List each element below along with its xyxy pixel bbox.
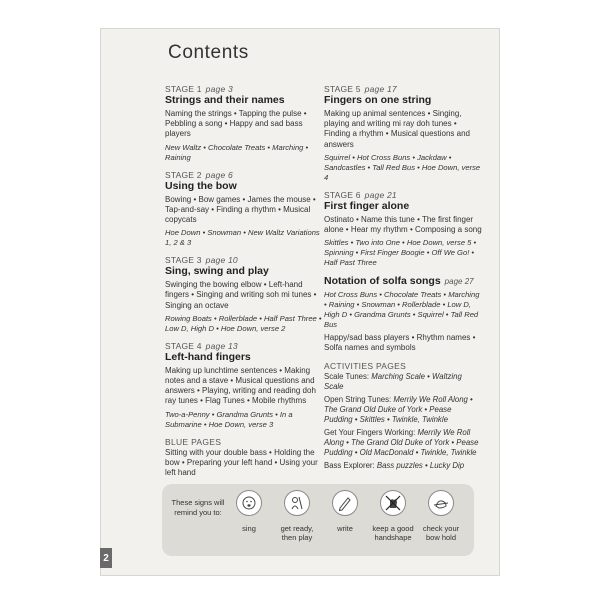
activity-item [324,461,482,471]
section-heading: Fingers on one string [324,94,432,106]
stage-label: STAGE 4 [165,340,202,351]
bow-hold-icon [428,490,454,516]
blue-pages-label: BLUE PAGES [165,436,222,447]
legend-sign-sing [226,490,272,533]
section-tunes: Squirrel • Hot Cross Buns • Jackdaw • Sandcastles • Tall Red Bus • Hoe Down, verse 4 [324,152,481,182]
stage-6-section [324,190,482,268]
signs-legend [162,484,474,556]
legend-sign-label: get ready, then play [280,524,314,542]
legend-sign-get-ready [274,490,320,542]
stage-5-section [324,84,482,183]
activity-tunes: Merrily We Roll Along • The Grand Old Duke of York • Pease Pudding • Skittles • Twinkle, Twinkle [324,394,473,424]
section-tunes: New Waltz • Chocolate Treats • Marching • Raining [165,142,309,162]
stage-page: page 21 [364,189,397,200]
stage-page: page 3 [205,84,233,94]
legend-sign-label: check your bow hold [422,524,460,542]
legend-intro: These signs will remind you to: [171,498,225,517]
activities-pages-label: ACTIVITIES PAGES [324,360,407,371]
activity-prefix: Open String Tunes: [324,394,394,404]
singing-face-icon [236,490,262,516]
legend-sign-bow-hold [418,490,464,542]
stage-4-section [165,341,325,430]
section-heading: Left-hand fingers [165,350,251,363]
activity-item [324,428,482,458]
activity-prefix: Scale Tunes: [324,371,372,381]
solfa-page: page 27 [444,277,474,287]
stage-2-section [165,170,325,249]
solfa-tunes: Hot Cross Buns • Chocolate Treats • Marching • Raining • Snowman • Rollerblade • Low D, High D • Grandma Grunts • Squirrel • Tall Red Bus [324,290,480,330]
contents-right-column [324,84,482,478]
solfa-text: Happy/sad bass players • Rhythm names • Solfa names and symbols [324,333,476,353]
stage-label: STAGE 2 [165,169,202,180]
activity-item [324,395,482,425]
stage-label: STAGE 5 [324,84,361,94]
contents-left-column [165,84,325,485]
page-number: 2 [100,548,112,568]
legend-sign-label: write [337,524,353,533]
stage-label: STAGE 1 [165,84,202,94]
stage-label: STAGE 3 [165,255,202,266]
section-heading: Sing, swing and play [165,265,269,278]
section-heading: Using the bow [165,179,237,192]
stage-page: page 13 [205,340,238,351]
section-activities: Making up lunchtime sentences • Making notes and a stave • Musical questions and answers • Playing, writing and reading doh ray tunes • Flag Tunes • Mobile rhythms [165,365,316,406]
stage-page: page 6 [205,169,233,180]
section-tunes: Rowing Boats • Rollerblade • Half Past Three • Low D, High D • Hoe Down, verse 2 [165,313,322,333]
activity-tunes: Marching Scale • Waltzing Scale [324,371,462,391]
stage-1-section [165,84,325,163]
section-activities: Bowing • Bow games • James the mouse • Tap-and-say • Finding a rhythm • Musical copycats [165,194,316,225]
legend-sign-write [322,490,368,533]
section-activities: Swinging the bowing elbow • Left-hand fingers • Singing and writing soh mi tunes • Singing an octave [165,280,317,310]
section-tunes: Two-a-Penny • Grandma Grunts • In a Submarine • Hoe Down, verse 3 [165,409,293,429]
activity-item [324,372,482,392]
blue-pages-section [165,437,325,479]
section-heading: First finger alone [324,199,410,212]
activity-tunes: Merrily We Roll Along • The Grand Old Duke of York • Pease Pudding • Old MacDonald • Twinkle, Twinkle [324,427,479,457]
ready-player-icon [284,490,310,516]
stage-3-section [165,255,325,334]
activity-prefix: Bass Explorer: [324,460,377,470]
legend-sign-handshape [370,490,416,542]
activity-prefix: Get Your Fingers Working: [324,427,418,437]
stage-page: page 10 [205,255,238,266]
section-activities: Naming the strings • Tapping the pulse • Pebbling a song • Happy and sad bass players [165,109,307,139]
solfa-section [324,275,482,353]
section-tunes: Hoe Down • Snowman • New Waltz Variations 1, 2 & 3 [165,228,320,248]
section-activities: Making up animal sentences • Singing, playing and writing mi ray doh tunes • Finding a rhythm • Musical questions and answers [324,109,470,149]
page-title: Contents [168,42,249,63]
section-heading: Strings and their names [165,94,285,106]
blue-pages-text: Sitting with your double bass • Holding the bow • Preparing your left hand • Using your left hand [165,447,318,478]
activities-pages-section [324,361,482,471]
section-tunes: Skittles • Two into One • Hoe Down, verse 5 • Spinning • First Finger Boogie • Off We Go! • Half Past Three [324,238,477,268]
section-activities: Ostinato • Name this tune • The first finger alone • Hear my rhythm • Composing a song [324,214,482,235]
stage-page: page 17 [364,84,397,94]
pencil-icon [332,490,358,516]
legend-sign-label: sing [242,524,256,533]
solfa-heading: Notation of solfa songs [324,275,441,288]
handshape-crossed-icon [380,490,406,516]
activity-tunes: Bass puzzles • Lucky Dip [376,460,465,470]
legend-sign-label: keep a good handshape [372,524,414,542]
stage-label: STAGE 6 [324,189,361,200]
